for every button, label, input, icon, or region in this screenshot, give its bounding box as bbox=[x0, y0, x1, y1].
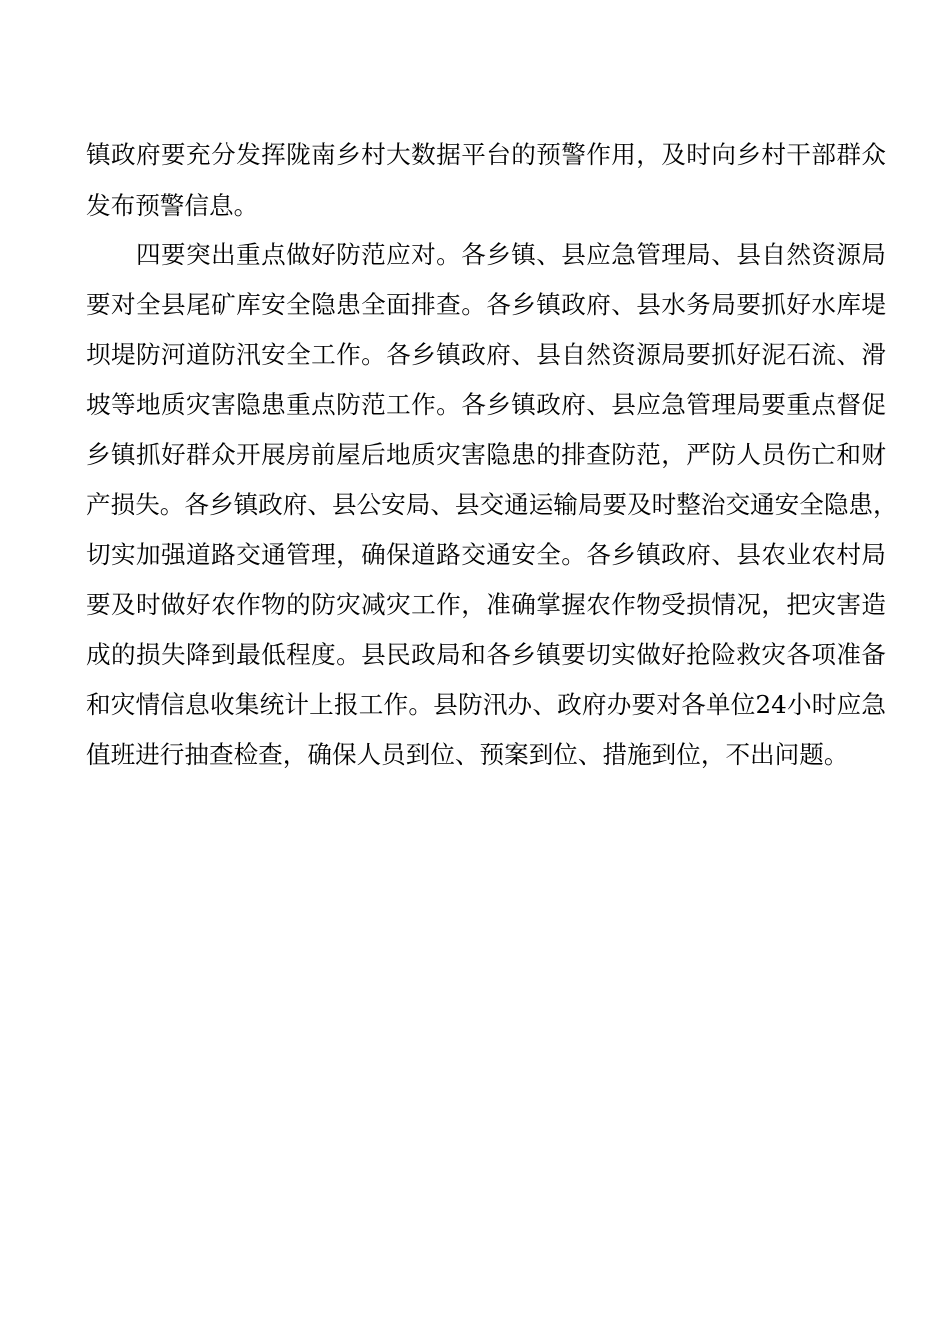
text-line: 坡等地质灾害隐患重点防范工作。各乡镇政府、县应急管理局要重点督促 bbox=[86, 390, 886, 419]
text-line: 要对全县尾矿库安全隐患全面排查。各乡镇政府、县水务局要抓好水库堤 bbox=[86, 290, 886, 319]
text-line: 值班进行抽查检查，确保人员到位、预案到位、措施到位，不出问题。 bbox=[86, 740, 849, 769]
text-line: 和灾情信息收集统计上报工作。县防汛办、政府办要对各单位24小时应急 bbox=[86, 690, 886, 719]
paragraph-first-line: 四要突出重点做好防范应对。各乡镇、县应急管理局、县自然资源局 bbox=[136, 240, 886, 269]
text-line: 切实加强道路交通管理，确保道路交通安全。各乡镇政府、县农业农村局 bbox=[86, 540, 886, 569]
text-line: 产损失。各乡镇政府、县公安局、县交通运输局要及时整治交通安全隐患， bbox=[86, 490, 898, 519]
text-line: 发布预警信息。 bbox=[86, 191, 259, 220]
text-line: 镇政府要充分发挥陇南乡村大数据平台的预警作用，及时向乡村干部群众 bbox=[86, 140, 886, 169]
text-line: 要及时做好农作物的防灾减灾工作，准确掌握农作物受损情况，把灾害造 bbox=[86, 590, 886, 619]
text-line: 乡镇抓好群众开展房前屋后地质灾害隐患的排查防范，严防人员伤亡和财 bbox=[86, 440, 886, 469]
text-line: 坝堤防河道防汛安全工作。各乡镇政府、县自然资源局要抓好泥石流、滑 bbox=[86, 340, 886, 369]
text-line: 成的损失降到最低程度。县民政局和各乡镇要切实做好抢险救灾各项准备 bbox=[86, 640, 886, 669]
